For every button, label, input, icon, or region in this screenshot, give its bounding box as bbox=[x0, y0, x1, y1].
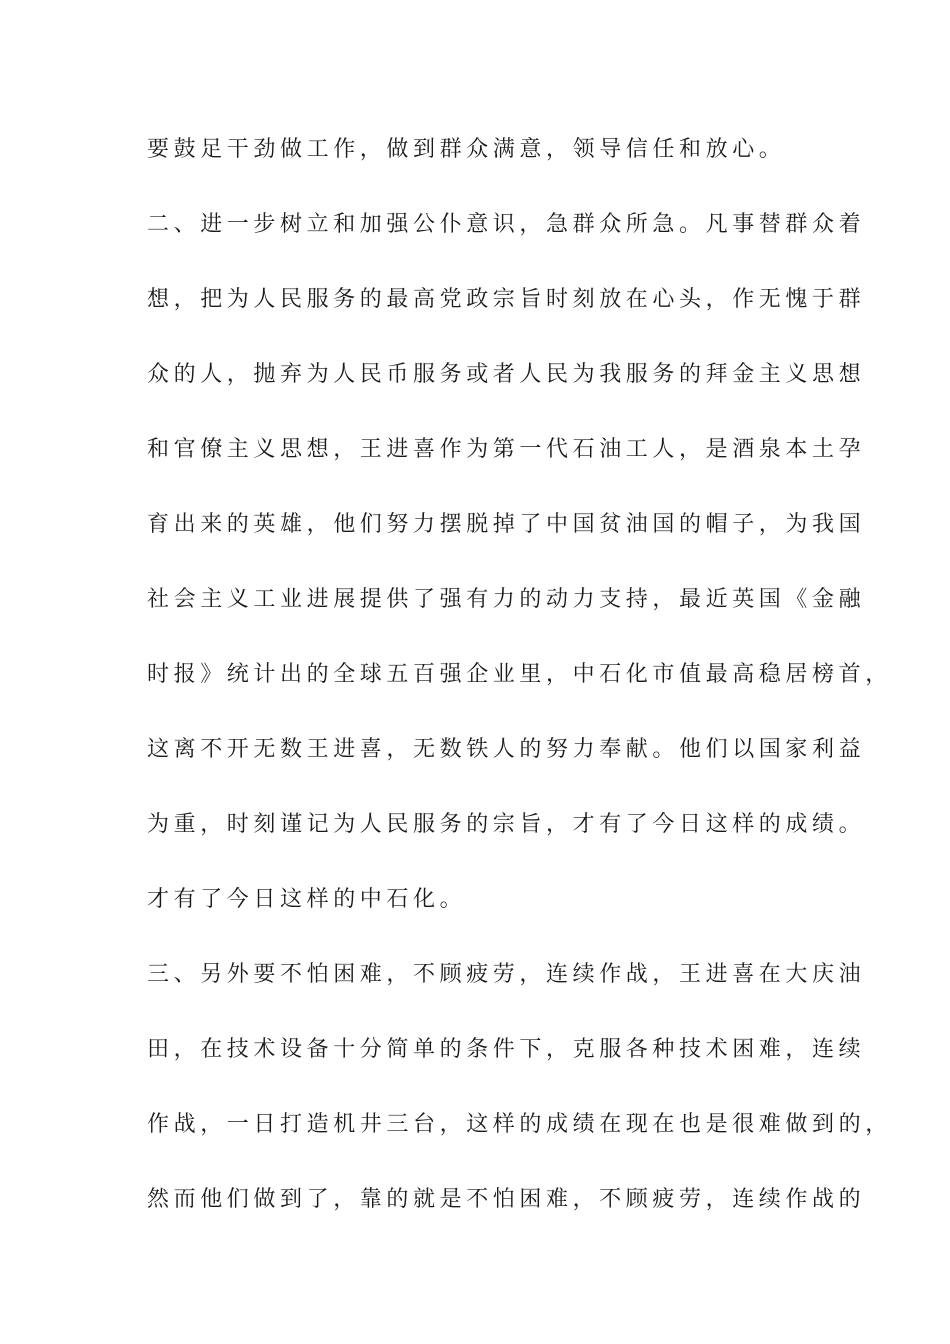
text-line: 和官僚主义思想，王进喜作为第一代石油工人，是酒泉本土孕 bbox=[147, 437, 866, 462]
text-line: 想，把为人民服务的最高党政宗旨时刻放在心头，作无愧于群 bbox=[147, 287, 866, 312]
text-line: 作战，一日打造机井三台，这样的成绩在现在也是很难做到的， bbox=[147, 1112, 892, 1137]
text-line: 育出来的英雄，他们努力摆脱掉了中国贫油国的帽子，为我国 bbox=[147, 512, 866, 537]
text-line: 田，在技术设备十分简单的条件下，克服各种技术困难，连续 bbox=[147, 1037, 866, 1062]
text-line: 要鼓足干劲做工作，做到群众满意，领导信任和放心。 bbox=[147, 137, 786, 162]
text-line: 众的人，抛弃为人民币服务或者人民为我服务的拜金主义思想 bbox=[147, 362, 866, 387]
text-line: 才有了今日这样的中石化。 bbox=[147, 887, 467, 912]
text-line: 为重，时刻谨记为人民服务的宗旨，才有了今日这样的成绩。 bbox=[147, 812, 866, 837]
text-line: 时报》统计出的全球五百强企业里，中石化市值最高稳居榜首， bbox=[147, 662, 892, 687]
text-line: 三、另外要不怕困难，不顾疲劳，连续作战，王进喜在大庆油 bbox=[147, 962, 866, 987]
text-line: 这离不开无数王进喜，无数铁人的努力奉献。他们以国家利益 bbox=[147, 737, 866, 762]
text-line: 然而他们做到了，靠的就是不怕困难，不顾疲劳，连续作战的 bbox=[147, 1187, 866, 1212]
text-line: 社会主义工业进展提供了强有力的动力支持，最近英国《金融 bbox=[147, 587, 866, 612]
text-line: 二、进一步树立和加强公仆意识，急群众所急。凡事替群众着 bbox=[147, 212, 866, 237]
